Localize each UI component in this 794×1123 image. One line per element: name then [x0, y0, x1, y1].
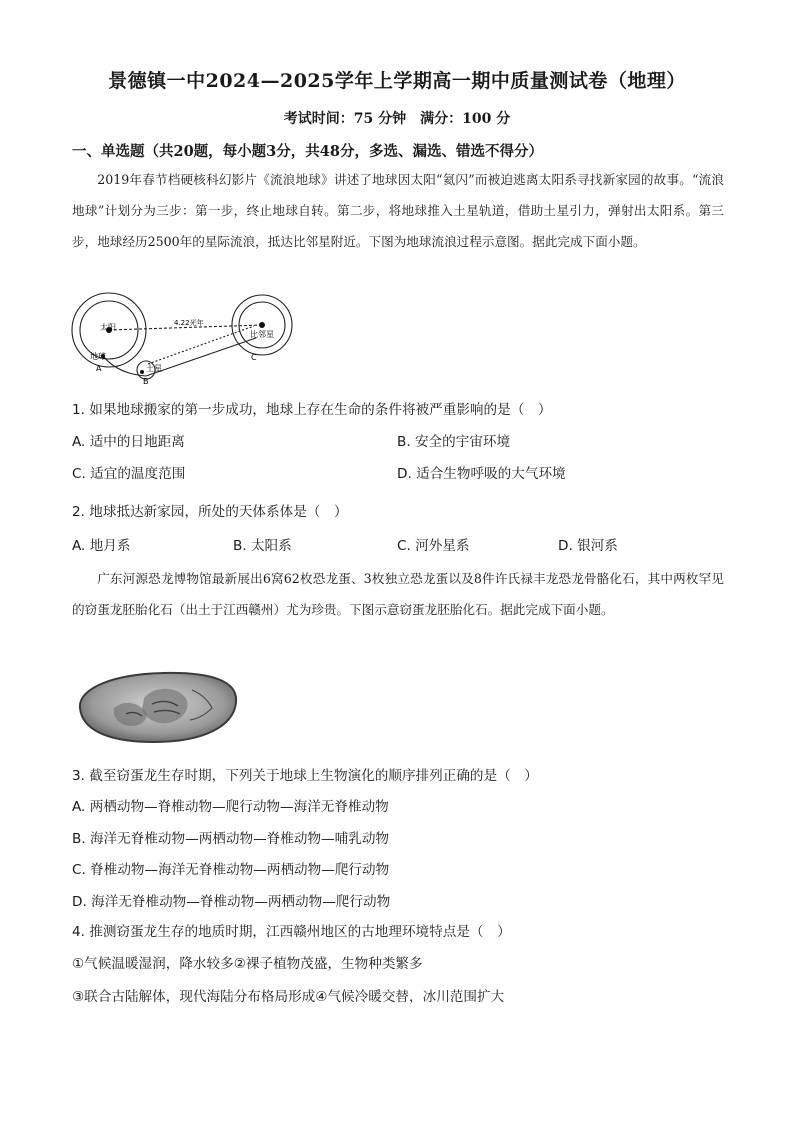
question-4-stem: 4. 推测窃蛋龙生存的地质时期，江西赣州地区的古地理环境特点是（ ）	[72, 924, 511, 940]
label-earth: 地球	[90, 352, 106, 361]
label-saturn: 土星	[146, 364, 162, 373]
label-sun: 太阳	[100, 323, 116, 332]
wandering-earth-diagram	[66, 292, 306, 390]
page-title: 景德镇一中2024—2025学年上学期高一期中质量测试卷（地理）	[108, 70, 686, 92]
question-3-option-b: B. 海洋无脊椎动物—两栖动物—脊椎动物—哺乳动物	[72, 831, 390, 847]
label-distance: 4.22光年	[174, 319, 204, 327]
exam-info: 考试时间：75 分钟 满分：100 分	[283, 111, 511, 127]
question-1-option-b: B. 安全的宇宙环境	[397, 434, 511, 450]
question-2-option-c: C. 河外星系	[397, 538, 470, 554]
path-dashed	[148, 326, 254, 364]
proxima-dot	[259, 322, 265, 328]
oviraptor-embryo-fossil-image	[74, 668, 240, 746]
question-2-option-b: B. 太阳系	[233, 538, 292, 554]
label-point-b: B	[143, 377, 149, 386]
saturn-dot	[140, 370, 144, 374]
question-2-stem: 2. 地球抵达新家园，所处的天体系体是（ ）	[72, 504, 348, 520]
question-4-statements-1-2: ①气候温暖湿润，降水较多②裸子植物茂盛，生物种类繁多	[72, 956, 423, 972]
question-2-option-d: D. 银河系	[558, 538, 618, 554]
label-proxima: 比邻星	[250, 330, 274, 339]
label-point-c: C	[251, 353, 257, 362]
question-3-stem: 3. 截至窃蛋龙生存时期，下列关于地球上生物演化的顺序排列正确的是（ ）	[72, 768, 538, 784]
passage-dinosaur: 广东河源恐龙博物馆最新展出6窝62枚恐龙蛋、3枚独立恐龙蛋以及8件许氏禄丰龙恐龙骨骼化石，其中两枚罕见的窃蛋龙胚胎化石（出土于江西赣州）尤为珍贵。下图示意窃蛋龙胚胎化石。据此完成下面小题。	[72, 571, 724, 617]
question-3-option-d: D. 海洋无脊椎动物—脊椎动物—两栖动物—爬行动物	[72, 894, 391, 910]
section-heading: 一、单选题（共20题，每小题3分，共48分，多选、漏选、错选不得分）	[72, 143, 543, 160]
question-3-option-a: A. 两栖动物—脊椎动物—爬行动物—海洋无脊椎动物	[72, 799, 389, 815]
passage-wandering-earth: 2019年春节档硬核科幻影片《流浪地球》讲述了地球因太阳“氦闪”而被迫逃离太阳系寻找新家园的故事。“流浪地球”计划分为三步：第一步，终止地球自转。第二步，将地球推入土星轨道，借助土星引力，弹射出太阳系。第三步，地球经历2500年的星际流浪，抵达比邻星附近。下图为地球流浪过程示意图。据此完成下面小题。	[72, 172, 724, 249]
question-4-statements-3-4: ③联合古陆解体，现代海陆分布格局形成④气候冷暖交替，冰川范围扩大	[72, 989, 505, 1005]
question-3-option-c: C. 脊椎动物—海洋无脊椎动物—两栖动物—爬行动物	[72, 862, 390, 878]
question-1-option-c: C. 适宜的温度范围	[72, 466, 186, 482]
question-1-option-d: D. 适合生物呼吸的大气环境	[397, 466, 566, 482]
question-2-option-a: A. 地月系	[72, 538, 131, 554]
path-b-to-c	[146, 338, 256, 376]
question-1-option-a: A. 适中的日地距离	[72, 434, 185, 450]
label-point-a: A	[96, 364, 102, 373]
question-1-stem: 1. 如果地球搬家的第一步成功，地球上存在生命的条件将被严重影响的是（ ）	[72, 402, 552, 418]
